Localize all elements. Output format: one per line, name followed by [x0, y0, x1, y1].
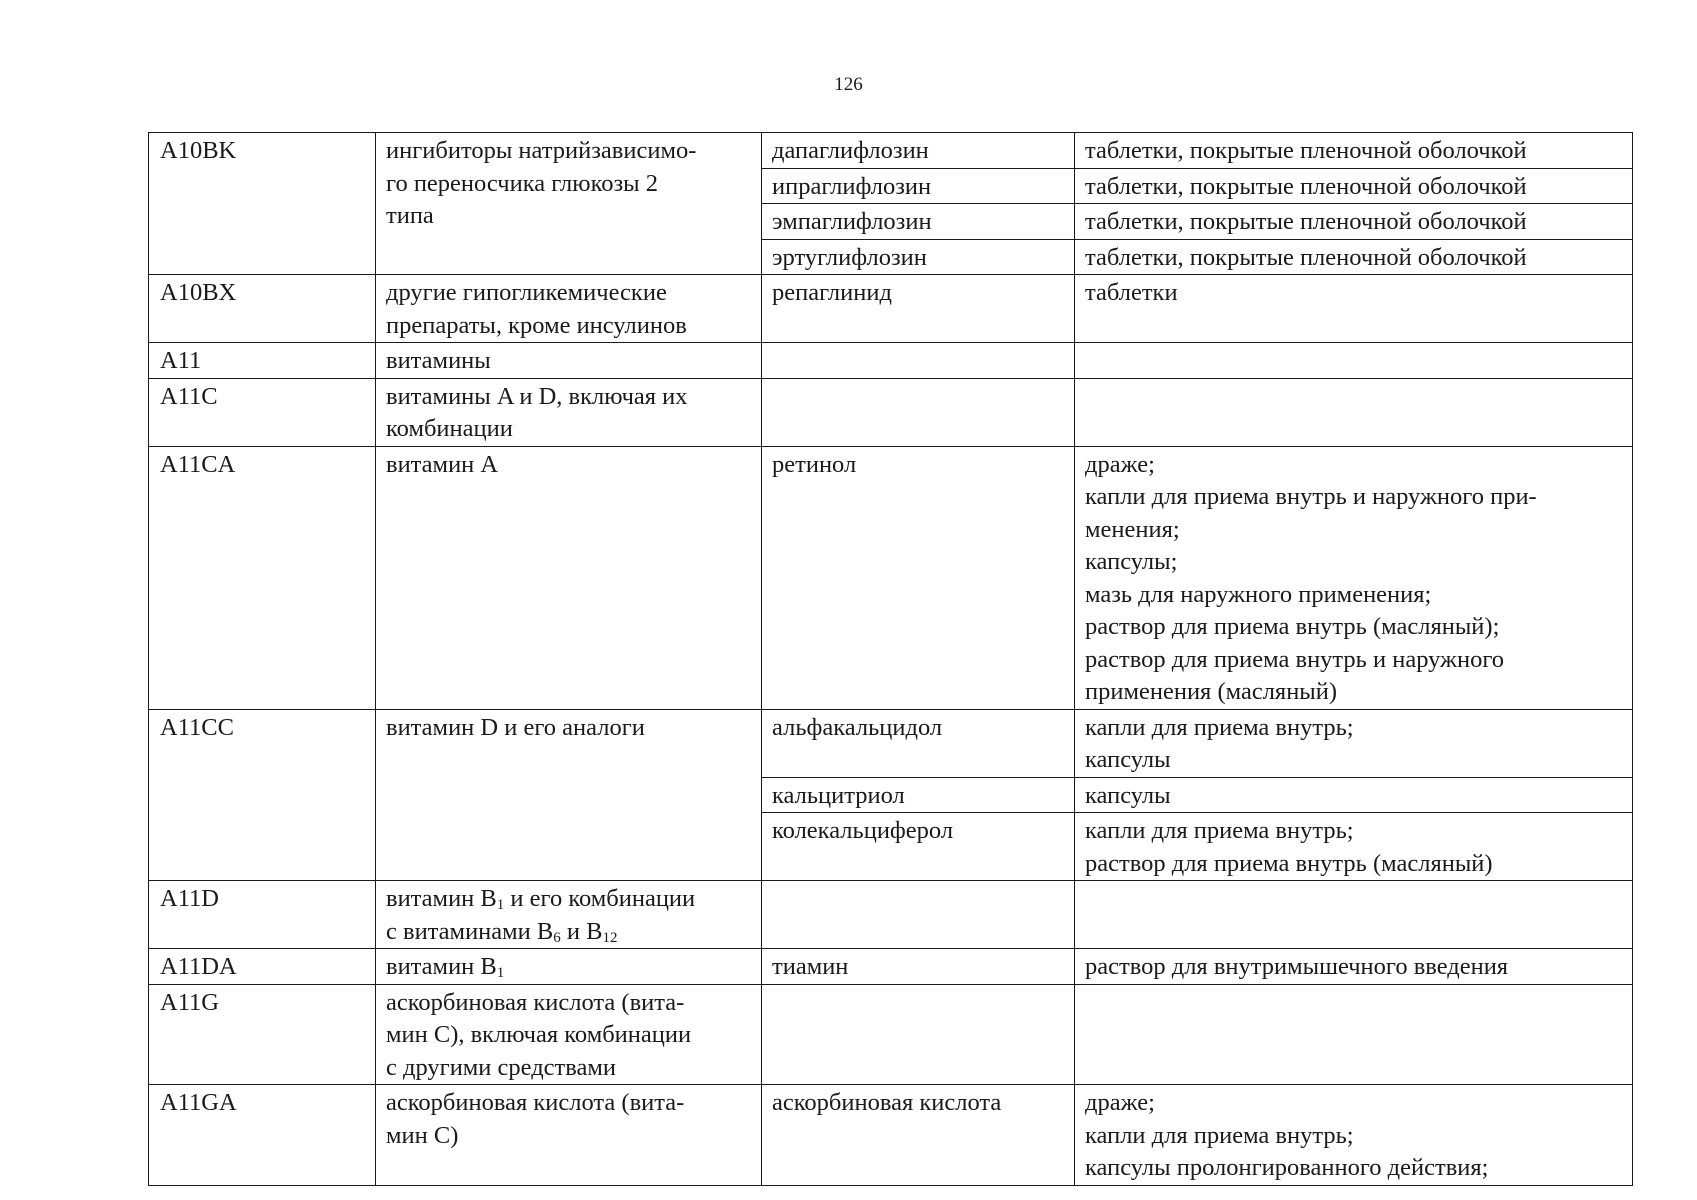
group-line: витамин D и его аналоги: [386, 713, 645, 741]
group-name-cell: [376, 446, 762, 709]
dosage-form-cell: [1075, 813, 1633, 881]
drug-name: тиамин: [772, 953, 849, 980]
dosage-form-cell: [1075, 1085, 1633, 1186]
atc-code-cell: A11: [149, 343, 376, 379]
drug-name-cell: [762, 275, 1075, 343]
dosage-form-line: капли для приема внутрь;: [1085, 817, 1354, 844]
drug-name-cell: [762, 1085, 1075, 1186]
drug-name-cell: [762, 446, 1075, 709]
group-line: другие гипогликемические: [386, 279, 667, 306]
dosage-form-line: раствор для внутримышечного введения: [1085, 953, 1509, 980]
drug-name: ретинол: [772, 450, 857, 478]
drug-name-cell: [762, 881, 1075, 949]
dosage-form-line: таблетки, покрытые пленочной оболочкой: [1085, 137, 1527, 164]
atc-code-cell: A11C: [149, 378, 376, 446]
atc-code-cell: A11G: [149, 984, 376, 1085]
drug-name-cell: [762, 777, 1075, 813]
group-line: типа: [386, 202, 434, 229]
atc-code-cell: A11GA: [149, 1085, 376, 1186]
group-line: комбинации: [386, 415, 513, 442]
group-name-cell: [376, 1085, 762, 1186]
group-text: витамин B: [386, 953, 497, 980]
group-line: витамины A и D, включая их: [386, 382, 688, 410]
group-name-cell: [376, 343, 762, 379]
group-line: препараты, кроме инсулинов: [386, 311, 687, 339]
page-number: 126: [834, 74, 863, 95]
dosage-form-cell: [1075, 949, 1633, 985]
dosage-form-line: капли для приема внутрь и наружного при-: [1085, 483, 1537, 510]
dosage-form-cell: [1075, 239, 1633, 275]
group-line: мин С), включая комбинации: [386, 1021, 692, 1048]
group-text: и B: [560, 917, 603, 945]
atc-code-cell: A10BK: [149, 133, 376, 275]
dosage-form-line: драже;: [1085, 1089, 1155, 1116]
group-line: [386, 883, 751, 916]
subscript: 1: [496, 897, 505, 913]
group-line: го переносчика глюкозы 2: [386, 169, 659, 197]
group-name-cell: [376, 949, 762, 985]
dosage-form-line: таблетки, покрытые пленочной оболочкой: [1085, 243, 1527, 271]
drug-name-cell: [762, 133, 1075, 169]
dosage-form-line: раствор для приема внутрь и наружного: [1085, 645, 1505, 673]
atc-code-cell: A11CA: [149, 446, 376, 709]
group-line: витамины: [386, 347, 491, 374]
drug-name: аскорбиновая кислота: [772, 1089, 1002, 1116]
dosage-form-cell: [1075, 204, 1633, 240]
table-row: [149, 949, 1633, 985]
dosage-form-line: менения;: [1085, 515, 1180, 543]
table-row: [149, 881, 1633, 949]
table-row: [149, 343, 1633, 379]
group-name-cell: [376, 133, 762, 275]
drug-name: альфакальцидол: [772, 713, 943, 741]
table-row: [149, 378, 1633, 446]
table-row: [149, 1085, 1633, 1186]
drug-name-cell: [762, 239, 1075, 275]
table-row: [149, 984, 1633, 1085]
dosage-form-line: капли для приема внутрь;: [1085, 1121, 1354, 1149]
subscript: 12: [602, 929, 618, 946]
dosage-form-line: драже;: [1085, 450, 1155, 478]
dosage-form-cell: [1075, 777, 1633, 813]
group-name-cell: [376, 709, 762, 881]
table-row: [149, 133, 1633, 169]
drug-name-cell: [762, 204, 1075, 240]
dosage-form-cell: [1075, 275, 1633, 343]
dosage-form-cell: [1075, 446, 1633, 709]
drug-name: ипраглифлозин: [772, 172, 932, 200]
drug-name-cell: [762, 709, 1075, 777]
medicine-table: [148, 132, 1633, 1186]
drug-name: кальцитриол: [772, 781, 905, 809]
group-line: ингибиторы натрийзависимо-: [386, 137, 697, 164]
dosage-form-line: применения (масляный): [1085, 678, 1338, 705]
drug-name: дапаглифлозин: [772, 137, 929, 164]
table-row: [149, 275, 1633, 343]
dosage-form-line: капсулы: [1085, 781, 1171, 809]
drug-name-cell: [762, 984, 1075, 1085]
dosage-form-cell: [1075, 709, 1633, 777]
dosage-form-cell: [1075, 881, 1633, 949]
dosage-form-line: таблетки, покрытые пленочной оболочкой: [1085, 172, 1527, 200]
dosage-form-line: капли для приема внутрь;: [1085, 713, 1354, 741]
drug-name: репаглинид: [772, 279, 892, 306]
dosage-form-cell: [1075, 168, 1633, 204]
group-text: и его комбинации: [504, 885, 696, 912]
dosage-form-line: капсулы пролонгированного действия;: [1085, 1154, 1489, 1181]
group-line: мин С): [386, 1121, 459, 1149]
group-line: [386, 916, 751, 949]
drug-name-cell: [762, 343, 1075, 379]
atc-code-cell: A10BX: [149, 275, 376, 343]
subscript: 1: [496, 965, 505, 981]
drug-name-cell: [762, 378, 1075, 446]
subscript: 6: [553, 929, 561, 946]
atc-code-cell: A11CC: [149, 709, 376, 881]
table-row: [149, 709, 1633, 777]
drug-name: колекальциферол: [772, 817, 954, 844]
dosage-form-cell: [1075, 984, 1633, 1085]
dosage-form-line: капсулы: [1085, 746, 1171, 773]
group-line: [386, 951, 751, 984]
group-name-cell: [376, 984, 762, 1085]
dosage-form-line: капсулы;: [1085, 548, 1178, 575]
drug-name-cell: [762, 813, 1075, 881]
group-name-cell: [376, 378, 762, 446]
group-text: витамин B: [386, 885, 497, 912]
dosage-form-cell: [1075, 343, 1633, 379]
group-line: с другими средствами: [386, 1053, 616, 1081]
dosage-form-line: таблетки, покрытые пленочной оболочкой: [1085, 208, 1527, 235]
dosage-form-line: таблетки: [1085, 279, 1178, 306]
group-line: аскорбиновая кислота (вита-: [386, 1089, 685, 1116]
atc-code-cell: A11DA: [149, 949, 376, 985]
drug-name: эртуглифлозин: [772, 243, 927, 271]
drug-name-cell: [762, 949, 1075, 985]
dosage-form-line: раствор для приема внутрь (масляный);: [1085, 613, 1500, 640]
group-line: аскорбиновая кислота (вита-: [386, 988, 685, 1016]
group-name-cell: [376, 275, 762, 343]
table-row: [149, 446, 1633, 709]
group-text: с витаминами B: [386, 917, 554, 945]
dosage-form-line: мазь для наружного применения;: [1085, 580, 1432, 608]
group-name-cell: [376, 881, 762, 949]
drug-name: эмпаглифлозин: [772, 208, 932, 235]
dosage-form-cell: [1075, 133, 1633, 169]
group-line: витамин A: [386, 450, 499, 478]
drug-name-cell: [762, 168, 1075, 204]
dosage-form-line: раствор для приема внутрь (масляный): [1085, 849, 1493, 877]
dosage-form-cell: [1075, 378, 1633, 446]
atc-code-cell: A11D: [149, 881, 376, 949]
